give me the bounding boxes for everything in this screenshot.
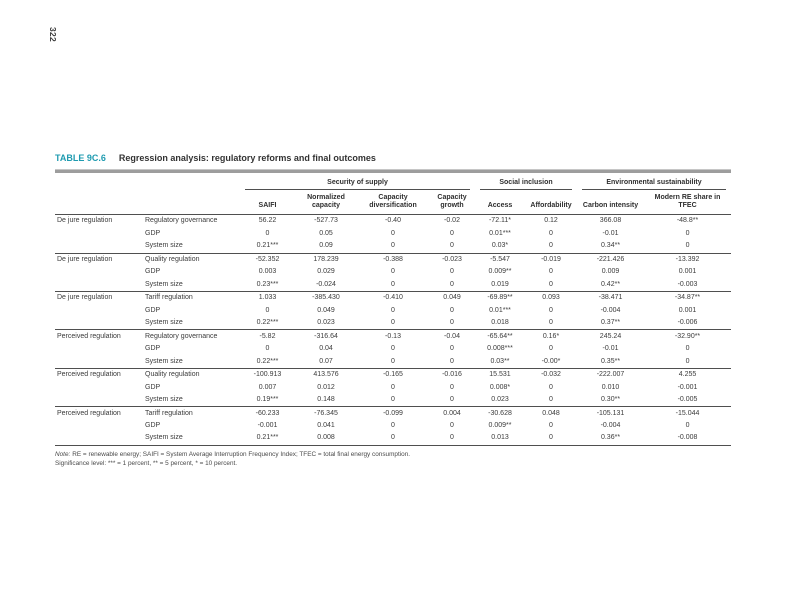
table-cell: 0	[391, 280, 395, 288]
row-variable-label: Quality regulation	[143, 253, 240, 266]
column-header-empty	[143, 190, 240, 215]
table-cell: 0.07	[319, 357, 333, 365]
table-cell: 4.255	[644, 368, 731, 381]
column-header-carbon-intensity: Carbon intensity	[577, 190, 644, 215]
row-variable-label: Regulatory governance	[143, 330, 240, 343]
group-spacer	[55, 176, 240, 190]
row-variable-label: System size	[145, 319, 183, 327]
table-cell: 0.37**	[600, 319, 621, 327]
table-row	[55, 432, 731, 445]
row-variable-label: GDP	[145, 306, 161, 314]
table-cell: 0	[391, 383, 395, 391]
table-row	[55, 394, 731, 407]
table-cell: 0.19***	[256, 396, 279, 404]
table-cell: -100.913	[240, 368, 295, 381]
table-cell: 0	[549, 242, 553, 250]
table-cell: 0.03**	[490, 357, 510, 365]
row-variable-label: Quality regulation	[143, 368, 240, 381]
table-row	[55, 278, 731, 291]
table-cell: 0.21***	[256, 242, 279, 250]
table-cell: 0	[549, 434, 553, 442]
table-row	[55, 240, 731, 253]
table-cell: 0.008***	[487, 345, 513, 353]
table-cell: 0	[450, 357, 454, 365]
table-cell: 0	[391, 345, 395, 353]
table-cell: 0	[685, 357, 690, 365]
table-cell: -0.004	[600, 306, 621, 314]
table-cell: -0.40	[357, 215, 429, 228]
column-header-capacity-growth: Capacity growth	[429, 190, 475, 215]
table-row	[55, 228, 731, 240]
table-cell: 0.34**	[600, 242, 621, 250]
table-cell: -0.032	[525, 368, 577, 381]
table-cell: -0.008	[677, 434, 698, 442]
row-variable-label: GDP	[145, 345, 161, 353]
table-cell: 0	[685, 421, 690, 429]
column-header-empty	[55, 190, 143, 215]
table-cell: 0.029	[317, 268, 335, 276]
table-cell: 0	[391, 434, 395, 442]
table-cell: -0.006	[677, 319, 698, 327]
column-group-social-inclusion	[475, 176, 577, 190]
table-cell: 0	[391, 306, 395, 314]
column-header-affordability: Affordability	[525, 190, 577, 215]
row-group-label: Perceived regulation	[55, 368, 143, 381]
table-cell: 366.08	[577, 215, 644, 228]
row-group-label	[55, 278, 143, 291]
row-variable-label: System size	[145, 280, 183, 288]
column-group-security-of-supply	[240, 176, 475, 190]
table-cell: 0	[391, 421, 395, 429]
table-cell: 0.023	[491, 396, 509, 404]
table-cell: 0.013	[491, 434, 509, 442]
table-cell: 0	[450, 229, 454, 237]
table-row	[55, 304, 731, 316]
table-cell: 0	[450, 306, 454, 314]
table-cell: 0.041	[317, 421, 335, 429]
table-row	[55, 215, 731, 228]
significance-note: Significance level: *** = 1 percent, ** = 5 percent, * = 10 percent.	[55, 460, 238, 468]
table-cell: 0.05	[319, 229, 333, 237]
row-variable-label: GDP	[145, 383, 161, 391]
table-cell: 0	[685, 229, 690, 237]
row-group-label	[55, 343, 143, 355]
table-cell: -385.430	[295, 291, 357, 304]
row-variable-label: System size	[145, 357, 183, 365]
row-variable-label: GDP	[145, 229, 161, 237]
row-variable-label: System size	[145, 396, 183, 404]
column-header-normalized-capacity: Normalized capacity	[295, 190, 357, 215]
table-cell: 245.24	[577, 330, 644, 343]
table-cell: 0	[391, 396, 395, 404]
table-cell: 0	[685, 345, 690, 353]
table-cell: 0.001	[678, 306, 697, 314]
table-cell: 0.010	[601, 383, 620, 391]
table-cell: 0.003	[258, 268, 277, 276]
table-cell: 0.048	[525, 407, 577, 420]
table-cell: -0.099	[357, 407, 429, 420]
table-cell: 0	[685, 242, 690, 250]
table-row	[55, 266, 731, 278]
table-cell: -0.410	[357, 291, 429, 304]
table-cell: 0	[450, 345, 454, 353]
table-cell: -316.64	[295, 330, 357, 343]
column-group-label: Security of supply	[245, 179, 470, 190]
table-cell: 0	[391, 357, 395, 365]
regression-table	[55, 176, 731, 446]
table-cell: -65.64**	[475, 330, 525, 343]
table-cell: -105.131	[577, 407, 644, 420]
column-header-capacity-diversification: Capacity diversification	[357, 190, 429, 215]
table-header	[55, 176, 731, 215]
table-row	[55, 343, 731, 355]
row-group-label	[55, 304, 143, 316]
row-group-label: De jure regulation	[55, 291, 143, 304]
column-header-row	[55, 190, 731, 215]
table-cell: 0.009**	[488, 268, 512, 276]
table-cell: 0.01***	[489, 306, 511, 314]
table-cell: 56.22	[240, 215, 295, 228]
table-cell: 0	[549, 421, 553, 429]
row-group-label	[55, 228, 143, 240]
table-cell: 0	[450, 242, 454, 250]
table-row	[55, 291, 731, 304]
table-cell: 0.018	[491, 319, 509, 327]
row-group-label: De jure regulation	[55, 253, 143, 266]
table-cell: 0	[391, 319, 395, 327]
table-cell: 0	[265, 306, 270, 314]
table-cell: 0	[450, 319, 454, 327]
table-cell: 0.049	[317, 306, 335, 314]
table-cell: -38.471	[577, 291, 644, 304]
table-cell: -48.8**	[644, 215, 731, 228]
table-cell: -76.345	[295, 407, 357, 420]
table-cell: 0.148	[317, 396, 335, 404]
table-cell: 0	[450, 280, 454, 288]
table-cell: 0	[265, 345, 270, 353]
table-cell: -30.628	[475, 407, 525, 420]
table-cell: -0.01	[602, 229, 619, 237]
column-header-saifi: SAIFI	[240, 190, 295, 215]
row-group-label: Perceived regulation	[55, 407, 143, 420]
row-group-label	[55, 381, 143, 393]
table-cell: 0.007	[258, 383, 277, 391]
table-cell: -0.01	[602, 345, 619, 353]
table-cell: 0.001	[678, 268, 697, 276]
table-cell: 0.01***	[489, 229, 511, 237]
column-group-label: Environmental sustainability	[582, 179, 726, 190]
note-text: RE = renewable energy; SAIFI = System Average Interruption Frequency Index; TFEC = total final energy consumption.	[72, 450, 411, 458]
table-cell: 0.093	[525, 291, 577, 304]
note-line	[55, 450, 731, 460]
row-group-label	[55, 420, 143, 432]
table-cell: 0.30**	[600, 396, 621, 404]
table-cell: -34.87**	[644, 291, 731, 304]
table-cell: 0.09	[319, 242, 333, 250]
table-cell: 0.019	[491, 280, 509, 288]
row-variable-label: Tariff regulation	[143, 291, 240, 304]
table-cell: 0.009**	[488, 421, 512, 429]
table-cell: -72.11*	[475, 215, 525, 228]
table-cell: 0.049	[429, 291, 475, 304]
table-cell: -13.392	[644, 253, 731, 266]
table-cell: -5.547	[475, 253, 525, 266]
table-id-label: TABLE 9C.6	[55, 153, 106, 163]
table-cell: 0.04	[319, 345, 333, 353]
row-variable-label: GDP	[145, 268, 161, 276]
table-cell: 0.12	[525, 215, 577, 228]
table-cell: -60.233	[240, 407, 295, 420]
table-cell: 0.008	[317, 434, 335, 442]
table-cell: -0.001	[677, 383, 698, 391]
row-variable-label: Regulatory governance	[143, 215, 240, 228]
table-cell: -0.005	[677, 396, 698, 404]
table-cell: 0	[450, 396, 454, 404]
table-caption: Regression analysis: regulatory reforms and final outcomes	[118, 153, 376, 163]
table-cell: -527.73	[295, 215, 357, 228]
row-variable-label: Tariff regulation	[143, 407, 240, 420]
table-cell: 0	[549, 268, 553, 276]
table-cell: -69.89**	[475, 291, 525, 304]
table-cell: -221.426	[577, 253, 644, 266]
table-cell: 0	[549, 383, 553, 391]
table-cell: 0	[549, 396, 553, 404]
page-number: 322	[48, 27, 58, 43]
table-cell: 1.033	[240, 291, 295, 304]
table-cell: 0	[391, 229, 395, 237]
row-group-label: De jure regulation	[55, 215, 143, 228]
row-group-label	[55, 394, 143, 407]
table-cell: 0	[391, 242, 395, 250]
column-header-modern-re-share: Modern RE share in TFEC	[644, 190, 731, 215]
table-cell: -0.019	[525, 253, 577, 266]
table-cell: 0.21***	[256, 434, 279, 442]
table-cell: 0.023	[317, 319, 335, 327]
table-cell: -5.82	[240, 330, 295, 343]
table-cell: 15.531	[475, 368, 525, 381]
table-cell: -0.04	[429, 330, 475, 343]
table-cell: -52.352	[240, 253, 295, 266]
row-group-label: Perceived regulation	[55, 330, 143, 343]
table-body	[55, 215, 731, 445]
table-cell: 0	[450, 383, 454, 391]
table-cell: -0.024	[316, 280, 336, 288]
table-cell: 0	[450, 268, 454, 276]
table-row	[55, 330, 731, 343]
row-group-label	[55, 317, 143, 330]
table-cell: 0.42**	[600, 280, 621, 288]
table-cell: -32.90**	[644, 330, 731, 343]
table-cell: 178.239	[295, 253, 357, 266]
table-cell: -0.388	[357, 253, 429, 266]
row-variable-label: System size	[145, 242, 183, 250]
column-group-row	[55, 176, 731, 190]
row-group-label	[55, 432, 143, 445]
table-cell: 0.012	[317, 383, 335, 391]
table-top-rule	[55, 169, 731, 173]
row-variable-label: System size	[145, 434, 183, 442]
table-row	[55, 407, 731, 420]
table-cell: 0	[391, 268, 395, 276]
table-cell: 0.008*	[489, 383, 511, 391]
table-cell: -0.13	[357, 330, 429, 343]
note-label: Note:	[55, 450, 71, 458]
table-row	[55, 368, 731, 381]
table-cell: 0.23***	[256, 280, 279, 288]
table-cell: -0.165	[357, 368, 429, 381]
column-group-environmental-sustainability	[577, 176, 731, 190]
table-cell: -222.007	[577, 368, 644, 381]
column-group-label: Social inclusion	[480, 179, 572, 190]
table-cell: -0.00*	[541, 357, 561, 365]
table-cell: 0.35**	[600, 357, 621, 365]
row-variable-label: GDP	[145, 421, 161, 429]
table-section	[55, 153, 731, 469]
table-cell: -0.02	[429, 215, 475, 228]
table-notes	[55, 450, 731, 469]
table-cell: 413.576	[295, 368, 357, 381]
table-row	[55, 355, 731, 368]
table-title	[55, 153, 731, 163]
table-cell: 0	[265, 229, 270, 237]
column-header-access: Access	[475, 190, 525, 215]
table-cell: 0.36**	[600, 434, 621, 442]
row-group-label	[55, 266, 143, 278]
table-cell: -15.044	[644, 407, 731, 420]
table-cell: 0	[549, 319, 553, 327]
table-cell: 0.004	[429, 407, 475, 420]
table-row	[55, 253, 731, 266]
table-cell: 0	[450, 421, 454, 429]
table-row	[55, 420, 731, 432]
table-cell: 0.22***	[256, 319, 279, 327]
table-cell: -0.001	[257, 421, 278, 429]
table-cell: -0.016	[429, 368, 475, 381]
table-cell: -0.023	[429, 253, 475, 266]
table-cell: 0.22***	[256, 357, 279, 365]
table-row	[55, 317, 731, 330]
row-group-label	[55, 240, 143, 253]
table-cell: 0	[450, 434, 454, 442]
table-cell: -0.003	[677, 280, 698, 288]
table-cell: 0	[549, 280, 553, 288]
table-cell: 0	[549, 345, 553, 353]
table-cell: 0	[549, 229, 553, 237]
table-cell: 0.16*	[525, 330, 577, 343]
table-cell: 0	[549, 306, 553, 314]
table-cell: -0.004	[600, 421, 621, 429]
row-group-label	[55, 355, 143, 368]
table-row	[55, 381, 731, 393]
table-cell: 0.03*	[491, 242, 509, 250]
table-cell: 0.009	[601, 268, 620, 276]
